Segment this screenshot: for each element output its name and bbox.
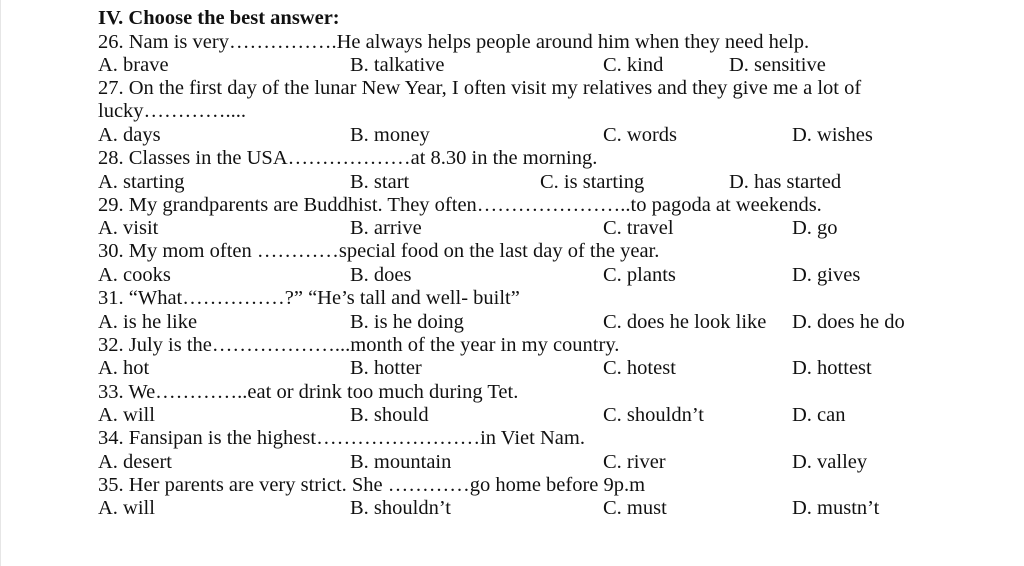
question-30-stem: 30. My mom often …………special food on the last day of the year. [98,240,660,262]
section-heading: IV. Choose the best answer: [98,7,340,29]
question-30-option-c: C. plants [603,264,676,286]
question-27-option-d: D. wishes [792,124,873,146]
question-33-option-a: A. will [98,404,155,426]
question-30-option-d: D. gives [792,264,861,286]
question-27-stem-line-1: 27. On the first day of the lunar New Year, I often visit my relatives and they give me a lot of [98,77,862,99]
question-29-option-b: B. arrive [350,217,422,239]
question-35-option-c: C. must [603,497,667,519]
question-27-stem-line-2: lucky………….... [98,100,247,122]
question-30-option-b: B. does [350,264,412,286]
question-26-option-a: A. brave [98,54,169,76]
question-32-option-c: C. hotest [603,357,676,379]
question-27-option-c: C. words [603,124,678,146]
question-29-option-c: C. travel [603,217,674,239]
question-34-option-a: A. desert [98,451,173,473]
question-35-option-a: A. will [98,497,155,519]
question-31-option-d: D. does he do [792,311,905,333]
question-35-option-b: B. shouldn’t [350,497,451,519]
question-34-stem: 34. Fansipan is the highest……………………in Viet Nam. [98,427,585,449]
question-32-stem: 32. July is the………………...month of the year in my country. [98,334,620,356]
question-30-option-a: A. cooks [98,264,171,286]
question-28-option-d: D. has started [729,171,842,193]
question-31-stem: 31. “What……………?” “He’s tall and well- built” [98,287,520,309]
question-29-stem: 29. My grandparents are Buddhist. They often…………………..to pagoda at weekends. [98,194,822,216]
question-33-option-c: C. shouldn’t [603,404,704,426]
question-26-option-c: C. kind [603,54,664,76]
question-34-option-b: B. mountain [350,451,452,473]
question-26-option-d: D. sensitive [729,54,826,76]
question-29-option-a: A. visit [98,217,159,239]
question-35-option-d: D. mustn’t [792,497,880,519]
question-31-option-a: A. is he like [98,311,198,333]
question-28-stem: 28. Classes in the USA………………at 8.30 in the morning. [98,147,598,169]
question-34-option-d: D. valley [792,451,868,473]
question-28-option-a: A. starting [98,171,185,193]
question-33-option-d: D. can [792,404,846,426]
question-28-option-b: B. start [350,171,410,193]
question-31-option-b: B. is he doing [350,311,464,333]
question-33-stem: 33. We…………..eat or drink too much during Tet. [98,381,519,403]
question-27-option-a: A. days [98,124,161,146]
question-32-option-d: D. hottest [792,357,872,379]
question-26-stem: 26. Nam is very…………….He always helps people around him when they need help. [98,31,810,53]
question-33-option-b: B. should [350,404,429,426]
question-26-option-b: B. talkative [350,54,445,76]
question-27-option-b: B. money [350,124,430,146]
question-28-option-c: C. is starting [540,171,645,193]
question-34-option-c: C. river [603,451,666,473]
question-29-option-d: D. go [792,217,838,239]
question-32-option-b: B. hotter [350,357,422,379]
question-32-option-a: A. hot [98,357,150,379]
question-31-option-c: C. does he look like [603,311,767,333]
question-35-stem: 35. Her parents are very strict. She …………go home before 9p.m [98,474,646,496]
